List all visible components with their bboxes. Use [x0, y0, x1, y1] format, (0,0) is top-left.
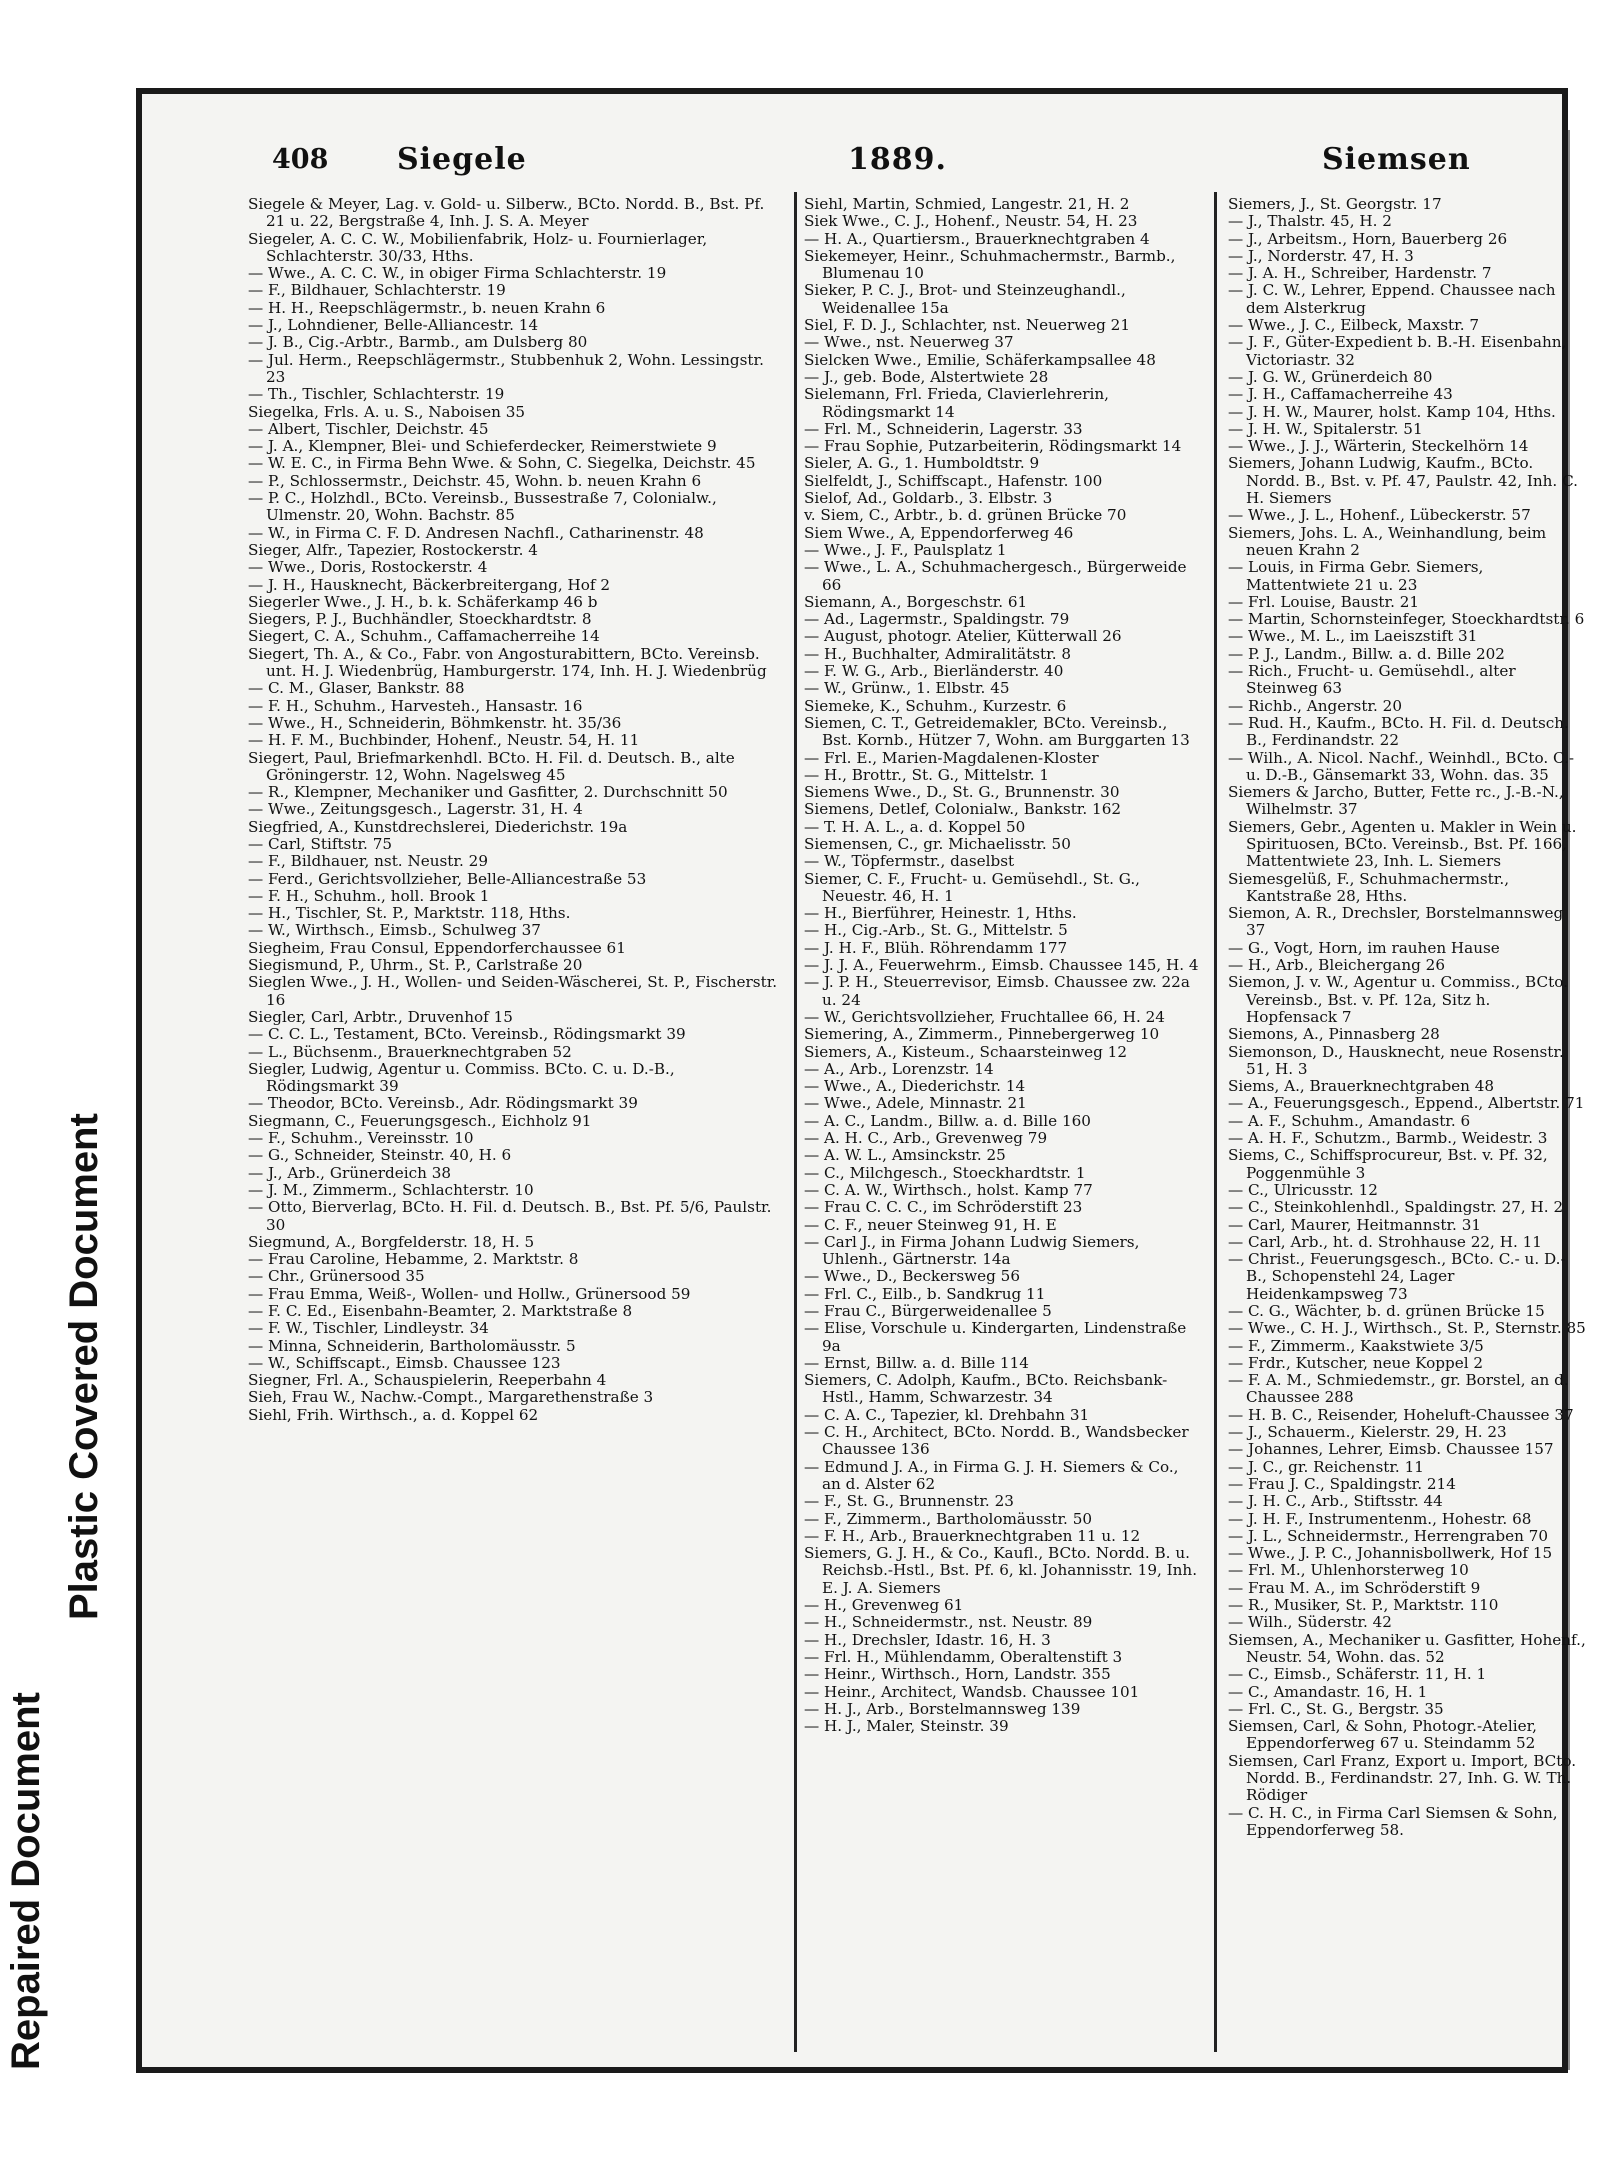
directory-entry: — H., Schneidermstr., nst. Neustr. 89 — [804, 1613, 1093, 1632]
directory-entry: — C. H. C., in Firma Carl Siemsen & Sohn, Eppendorferweg 58. — [1228, 1803, 1558, 1839]
directory-entry: — W. E. C., in Firma Behn Wwe. & Sohn, C. Siegelka, Deichstr. 45 — [248, 454, 756, 473]
directory-entry: — P. C., Holzhdl., BCto. Vereinsb., Bussestraße 7, Colonialw., Ulmenstr. 20, Wohn. Bachstr. 85 — [248, 489, 717, 525]
directory-entry: — W., Gerichtsvollzieher, Fruchtallee 66, H. 24 — [804, 1007, 1165, 1026]
directory-entry: — J. B., Cig.-Arbtr., Barmb., am Dulsberg 80 — [248, 333, 588, 352]
directory-entry: — L., Büchsenm., Brauerknechtgraben 52 — [248, 1042, 572, 1061]
directory-entry: — H., Cig.-Arb., St. G., Mittelstr. 5 — [804, 921, 1068, 940]
directory-entry: — Wwe., J. J., Wärterin, Steckelhörn 14 — [1228, 437, 1529, 456]
directory-entry: — Wwe., Doris, Rostockerstr. 4 — [248, 558, 488, 577]
directory-entry: — Frl. C., Eilb., b. Sandkrug 11 — [804, 1284, 1046, 1303]
directory-entry: Siemers, G. J. H., & Co., Kaufl., BCto. Nordd. B. u. Reichsb.-Hstl., Bst. Pf. 6, kl. Johannisstr. 19, Inh. E. J. A. Siemers — [804, 1544, 1198, 1597]
stamp-repaired-document: Repaired Document — [4, 1692, 48, 2070]
directory-entry: — H., Brottr., St. G., Mittelstr. 1 — [804, 765, 1050, 784]
directory-entry: — Wwe., J. F., Paulsplatz 1 — [804, 540, 1007, 559]
column-rule-1 — [794, 192, 797, 2052]
directory-entry: Siel, F. D. J., Schlachter, nst. Neuerweg 21 — [804, 316, 1130, 335]
directory-entry: — J. L., Schneidermstr., Herrengraben 70 — [1228, 1526, 1549, 1545]
directory-entry: Siehl, Martin, Schmied, Langestr. 21, H. 2 — [804, 195, 1130, 213]
directory-entry: — J. C., gr. Reichenstr. 11 — [1228, 1457, 1424, 1476]
directory-entry: — Wilh., Süderstr. 42 — [1228, 1613, 1392, 1632]
directory-entry: — J. F., Güter-Expedient b. B.-H. Eisenbahn, Victoriastr. 32 — [1228, 333, 1567, 369]
running-head-right: Siemsen — [1322, 142, 1471, 177]
directory-entry: Siemesgelüß, F., Schuhmachermstr., Kantstraße 28, Hths. — [1228, 869, 1510, 905]
directory-entry: — F., Bildhauer, nst. Neustr. 29 — [248, 852, 488, 871]
directory-entry: — F., Bildhauer, Schlachterstr. 19 — [248, 281, 506, 300]
directory-entry: — A. H. C., Arb., Grevenweg 79 — [804, 1129, 1048, 1148]
directory-entry: — F. H., Schuhm., Harvesteh., Hansastr. 16 — [248, 696, 583, 715]
directory-entry: — J., geb. Bode, Alstertwiete 28 — [804, 367, 1049, 386]
directory-entry: — C. M., Glaser, Bankstr. 88 — [248, 679, 465, 698]
directory-entry: Siemon, J. v. W., Agentur u. Commiss., BCto. Vereinsb., Bst. v. Pf. 12a, Sitz h. Hopfensack 7 — [1228, 973, 1568, 1026]
directory-entry: Sieglen Wwe., J. H., Wollen- und Seiden-Wäscherei, St. P., Fischerstr. 16 — [248, 973, 778, 1009]
directory-entry: — W., Töpfermstr., daselbst — [804, 852, 1015, 871]
directory-entry: — J. H. W., Spitalerstr. 51 — [1228, 419, 1423, 438]
directory-entry: — H. F. M., Buchbinder, Hohenf., Neustr. 54, H. 11 — [248, 731, 640, 750]
directory-entry: Siemers, C. Adolph, Kaufm., BCto. Reichsbank-Hstl., Hamm, Schwarzestr. 34 — [804, 1371, 1168, 1407]
directory-entry: — Wwe., H., Schneiderin, Böhmkenstr. ht. 35/36 — [248, 713, 622, 732]
directory-entry: — J. A. H., Schreiber, Hardenstr. 7 — [1228, 264, 1492, 283]
directory-entry: — F. H., Arb., Brauerknechtgraben 11 u. 12 — [804, 1526, 1141, 1545]
directory-entry: — J. M., Zimmerm., Schlachterstr. 10 — [248, 1180, 534, 1199]
directory-entry: Siegismund, P., Uhrm., St. P., Carlstraße 20 — [248, 956, 583, 975]
directory-entry: — J. H. C., Arb., Stiftsstr. 44 — [1228, 1492, 1443, 1511]
directory-entry: — Wwe., C. H. J., Wirthsch., St. P., Sternstr. 85 — [1228, 1319, 1586, 1338]
directory-entry: — J. C. W., Lehrer, Eppend. Chaussee nach dem Alsterkrug — [1228, 281, 1556, 317]
directory-entry: — H., Tischler, St. P., Marktstr. 118, Hths. — [248, 904, 571, 923]
directory-entry: — F. C. Ed., Eisenbahn-Beamter, 2. Marktstraße 8 — [248, 1302, 633, 1320]
directory-entry: Siehl, Frih. Wirthsch., a. d. Koppel 62 — [248, 1405, 539, 1424]
directory-entry: Sieh, Frau W., Nachw.-Compt., Margarethenstraße 3 — [248, 1388, 654, 1407]
directory-entry: — P., Schlossermstr., Deichstr. 45, Wohn. b. neuen Krahn 6 — [248, 471, 702, 490]
directory-entry: Siemsen, A., Mechaniker u. Gasfitter, Hohenf., Neustr. 54, Wohn. das. 52 — [1228, 1630, 1586, 1666]
directory-entry: — J. A., Klempner, Blei- und Schieferdecker, Reimerstwiete 9 — [248, 437, 717, 456]
directory-entry: — J. J. A., Feuerwehrm., Eimsb. Chaussee 145, H. 4 — [804, 956, 1199, 975]
directory-entry: — F. A. M., Schmiedemstr., gr. Borstel, an d. Chaussee 288 — [1228, 1371, 1569, 1407]
running-head-year: 1889. — [848, 142, 947, 177]
directory-entry: — Wilh., A. Nicol. Nachf., Weinhdl., BCto. C.- u. D.-B., Gänsemarkt 33, Wohn. das. 35 — [1228, 748, 1575, 784]
directory-entry: Siegler, Carl, Arbtr., Druvenhof 15 — [248, 1007, 513, 1026]
directory-entry: — Frl. M., Schneiderin, Lagerstr. 33 — [804, 419, 1083, 438]
directory-entry: — Frau Sophie, Putzarbeiterin, Rödingsmarkt 14 — [804, 437, 1182, 456]
directory-entry: — H., Bierführer, Heinestr. 1, Hths. — [804, 904, 1077, 923]
directory-entry: — C. F., neuer Steinweg 91, H. E — [804, 1215, 1057, 1234]
directory-entry: — Frau Emma, Weiß-, Wollen- und Hollw., Grünersood 59 — [248, 1284, 691, 1303]
directory-entry: — Wwe., A. C. C. W., in obiger Firma Schlachterstr. 19 — [248, 264, 667, 283]
directory-entry: — Heinr., Wirthsch., Horn, Landstr. 355 — [804, 1665, 1111, 1684]
column-left — [248, 196, 786, 1424]
directory-entry: Sieger, Alfr., Tapezier, Rostockerstr. 4 — [248, 540, 538, 559]
directory-entry: — F., St. G., Brunnenstr. 23 — [804, 1492, 1014, 1511]
directory-entry: — C., Amandastr. 16, H. 1 — [1228, 1682, 1428, 1701]
directory-entry: — W., Grünw., 1. Elbstr. 45 — [804, 679, 1010, 698]
directory-entry: — Wwe., J. C., Eilbeck, Maxstr. 7 — [1228, 316, 1480, 335]
directory-entry: — Th., Tischler, Schlachterstr. 19 — [248, 385, 505, 404]
directory-entry: — F. H., Schuhm., holl. Brook 1 — [248, 886, 490, 905]
directory-entry: — J., Thalstr. 45, H. 2 — [1228, 212, 1392, 231]
directory-entry: — Martin, Schornsteinfeger, Stoeckhardtstr. 6 — [1228, 610, 1585, 629]
directory-entry: Siemers, J., St. Georgstr. 17 — [1228, 195, 1442, 213]
directory-entry: — Frau C. C. C., im Schröderstift 23 — [804, 1198, 1083, 1217]
directory-entry: — W., Schiffscapt., Eimsb. Chaussee 123 — [248, 1353, 561, 1372]
directory-entry: — Rud. H., Kaufm., BCto. H. Fil. d. Deutsch. B., Ferdinandstr. 22 — [1228, 713, 1569, 750]
directory-entry: — Carl, Stiftstr. 75 — [248, 834, 393, 853]
directory-entry: — R., Musiker, St. P., Marktstr. 110 — [1228, 1596, 1499, 1615]
directory-entry: Siemann, A., Borgeschstr. 61 — [804, 592, 1028, 611]
directory-entry: v. Siem, C., Arbtr., b. d. grünen Brücke 70 — [804, 506, 1127, 525]
directory-entry: Siegmann, C., Feuerungsgesch., Eichholz 91 — [248, 1111, 592, 1130]
directory-entry: — J., Lohndiener, Belle-Alliancestr. 14 — [248, 316, 539, 335]
directory-entry: — H. B. C., Reisender, Hoheluft-Chaussee 37 — [1228, 1405, 1574, 1424]
directory-entry: Siegmund, A., Borgfelderstr. 18, H. 5 — [248, 1232, 535, 1251]
directory-entry: — F., Schuhm., Vereinsstr. 10 — [248, 1129, 474, 1148]
directory-entry: — H. A., Quartiersm., Brauerknechtgraben 4 — [804, 229, 1150, 248]
directory-entry: — Minna, Schneiderin, Bartholomäusstr. 5 — [248, 1336, 576, 1355]
directory-entry: Siemon, A. R., Drechsler, Borstelmannsweg 37 — [1228, 904, 1564, 940]
directory-entry: — J., Schauerm., Kielerstr. 29, H. 23 — [1228, 1423, 1507, 1442]
directory-entry: Siek Wwe., C. J., Hohenf., Neustr. 54, H. 23 — [804, 212, 1138, 231]
directory-entry: — P. J., Landm., Billw. a. d. Bille 202 — [1228, 644, 1505, 663]
directory-entry: — G., Schneider, Steinstr. 40, H. 6 — [248, 1146, 512, 1165]
directory-entry: Siegert, Th. A., & Co., Fabr. von Angosturabittern, BCto. Vereinsb. unt. H. J. Wiedenbrüg, Hamburgerstr. 174, Inh. H. J. Wiedenbrüg — [248, 644, 767, 681]
directory-entry: — Albert, Tischler, Deichstr. 45 — [248, 419, 489, 438]
directory-entry: — Johannes, Lehrer, Eimsb. Chaussee 157 — [1228, 1440, 1554, 1459]
directory-entry: — R., Klempner, Mechaniker und Gasfitter, 2. Durchschnitt 50 — [248, 783, 728, 802]
directory-entry: — Frl. E., Marien-Magdalenen-Kloster — [804, 748, 1099, 767]
directory-entry: Siegerler Wwe., J. H., b. k. Schäferkamp 46 b — [248, 592, 598, 611]
directory-entry: — Wwe., L. A., Schuhmachergesch., Bürgerweide 66 — [804, 558, 1187, 594]
directory-entry: — J. H. F., Blüh. Röhrendamm 177 — [804, 938, 1068, 957]
directory-entry: — Wwe., J. L., Hohenf., Lübeckerstr. 57 — [1228, 506, 1531, 525]
column-right — [1228, 196, 1586, 1839]
column-middle — [804, 196, 1200, 1735]
directory-entry: — Frau Caroline, Hebamme, 2. Marktstr. 8 — [248, 1250, 579, 1269]
directory-entry: Siemers, Johs. L. A., Weinhandlung, beim neuen Krahn 2 — [1228, 523, 1547, 559]
directory-entry: — Ferd., Gerichtsvollzieher, Belle-Alliancestraße 53 — [248, 869, 647, 888]
directory-entry: — Richb., Angerstr. 20 — [1228, 696, 1402, 715]
directory-entry: Siemens Wwe., D., St. G., Brunnenstr. 30 — [804, 783, 1120, 802]
directory-entry: Siegler, Ludwig, Agentur u. Commiss. BCto. C. u. D.-B., Rödingsmarkt 39 — [248, 1059, 675, 1096]
directory-entry: — Elise, Vorschule u. Kindergarten, Lindenstraße 9a — [804, 1319, 1187, 1355]
directory-entry: — Louis, in Firma Gebr. Siemers, Mattentwiete 21 u. 23 — [1228, 558, 1484, 594]
directory-entry: Siems, C., Schiffsprocureur, Bst. v. Pf. 32, Poggenmühle 3 — [1228, 1146, 1548, 1182]
directory-entry: — Wwe., Zeitungsgesch., Lagerstr. 31, H. 4 — [248, 800, 583, 819]
directory-entry: Siemers, A., Kisteum., Schaarsteinweg 12 — [804, 1042, 1128, 1061]
directory-entry: — J. G. W., Grünerdeich 80 — [1228, 367, 1433, 386]
directory-entry: — A. H. F., Schutzm., Barmb., Weidestr. 3 — [1228, 1129, 1548, 1148]
directory-entry: Siegele & Meyer, Lag. v. Gold- u. Silberw., BCto. Nordd. B., Bst. Pf. 21 u. 22, Bergstraße 4, Inh. J. S. A. Meyer — [248, 195, 765, 231]
directory-entry: — Frl. H., Mühlendamm, Oberaltenstift 3 — [804, 1647, 1123, 1666]
directory-entry: Siegert, C. A., Schuhm., Caffamacherreihe 14 — [248, 627, 600, 646]
directory-entry: Siegeler, A. C. C. W., Mobilienfabrik, Holz- u. Fournierlager, Schlachterstr. 30/33, Hths. — [248, 229, 708, 265]
directory-entry: — J. H., Hausknecht, Bäckerbreitergang, Hof 2 — [248, 575, 610, 594]
directory-entry: Siegers, P. J., Buchhändler, Stoeckhardtstr. 8 — [248, 610, 592, 629]
directory-entry: — F. W. G., Arb., Bierländerstr. 40 — [804, 662, 1064, 681]
directory-entry: Siegheim, Frau Consul, Eppendorferchaussee 61 — [248, 938, 626, 957]
directory-entry: — Frl. Louise, Baustr. 21 — [1228, 592, 1420, 611]
directory-entry: Sielcken Wwe., Emilie, Schäferkampsallee 48 — [804, 350, 1156, 369]
directory-entry: — Frau J. C., Spaldingstr. 214 — [1228, 1474, 1456, 1493]
directory-entry: Siemonson, D., Hausknecht, neue Rosenstr. 51, H. 3 — [1228, 1042, 1564, 1078]
directory-entry: — F., Zimmerm., Kaakstwiete 3/5 — [1228, 1336, 1484, 1355]
directory-entry: — H., Buchhalter, Admiralitätstr. 8 — [804, 644, 1072, 663]
directory-entry: — J. H., Caffamacherreihe 43 — [1228, 385, 1453, 404]
directory-entry: Siems, A., Brauerknechtgraben 48 — [1228, 1077, 1495, 1096]
directory-entry: Sieler, A. G., 1. Humboldtstr. 9 — [804, 454, 1040, 473]
directory-entry: — A. W. L., Amsinckstr. 25 — [804, 1146, 1006, 1165]
directory-entry: — T. H. A. L., a. d. Koppel 50 — [804, 817, 1026, 836]
directory-entry: Sielfeldt, J., Schiffscapt., Hafenstr. 100 — [804, 471, 1103, 490]
directory-entry: — Edmund J. A., in Firma G. J. H. Siemers & Co., an d. Alster 62 — [804, 1457, 1179, 1493]
directory-entry: — Wwe., A., Diederichstr. 14 — [804, 1077, 1026, 1096]
directory-entry: — C. A. C., Tapezier, kl. Drehbahn 31 — [804, 1405, 1090, 1424]
directory-entry: — H., Arb., Bleichergang 26 — [1228, 956, 1446, 975]
directory-entry: — Frl. C., St. G., Bergstr. 35 — [1228, 1699, 1444, 1718]
directory-entry: Siemers, Johann Ludwig, Kaufm., BCto. Nordd. B., Bst. v. Pf. 47, Paulstr. 42, Inh. C. H. Siemers — [1228, 454, 1578, 508]
directory-entry: — J., Arbeitsm., Horn, Bauerberg 26 — [1228, 229, 1508, 248]
directory-entry: — C., Ulricusstr. 12 — [1228, 1180, 1378, 1199]
directory-entry: — Wwe., nst. Neuerweg 37 — [804, 333, 1014, 352]
directory-entry: Siemering, A., Zimmerm., Pinnebergerweg 10 — [804, 1025, 1160, 1044]
directory-entry: — C., Steinkohlenhdl., Spaldingstr. 27, H. 2 — [1228, 1198, 1564, 1217]
directory-entry: Siemens, Detlef, Colonialw., Bankstr. 162 — [804, 800, 1122, 819]
directory-entry: Siemeke, K., Schuhm., Kurzestr. 6 — [804, 696, 1067, 715]
directory-entry: — J., Arb., Grünerdeich 38 — [248, 1163, 452, 1182]
directory-entry: — C. C. L., Testament, BCto. Vereinsb., Rödingsmarkt 39 — [248, 1025, 686, 1044]
directory-entry: — J., Norderstr. 47, H. 3 — [1228, 246, 1414, 265]
directory-entry: — Frl. M., Uhlenhorsterweg 10 — [1228, 1561, 1469, 1580]
directory-entry: — W., in Firma C. F. D. Andresen Nachfl., Catharinenstr. 48 — [248, 523, 704, 542]
directory-entry: — Frau C., Bürgerweidenallee 5 — [804, 1302, 1052, 1320]
directory-entry: — Wwe., J. P. C., Johannisbollwerk, Hof 15 — [1228, 1544, 1553, 1563]
directory-entry: Sielof, Ad., Goldarb., 3. Elbstr. 3 — [804, 489, 1053, 508]
directory-entry: Siegner, Frl. A., Schauspielerin, Reeperbahn 4 — [248, 1371, 607, 1390]
directory-entry: Siegelka, Frls. A. u. S., Naboisen 35 — [248, 402, 526, 421]
directory-entry: Siegert, Paul, Briefmarkenhdl. BCto. H. Fil. d. Deutsch. B., alte Gröningerstr. 12, Wohn. Nagelsweg 45 — [248, 748, 735, 784]
directory-entry: — A., Arb., Lorenzstr. 14 — [804, 1059, 994, 1078]
directory-entry: — Heinr., Architect, Wandsb. Chaussee 101 — [804, 1682, 1140, 1701]
directory-entry: — Chr., Grünersood 35 — [248, 1267, 425, 1286]
directory-entry: Siemen, C. T., Getreidemakler, BCto. Vereinsb., Bst. Kornb., Hützer 7, Wohn. am Burggarten 13 — [804, 713, 1190, 750]
directory-entry: — Ad., Lagermstr., Spaldingstr. 79 — [804, 610, 1070, 629]
directory-entry: — Jul. Herm., Reepschlägermstr., Stubbenhuk 2, Wohn. Lessingstr. 23 — [248, 350, 764, 386]
directory-entry: — H. J., Maler, Steinstr. 39 — [804, 1717, 1009, 1736]
directory-entry: — F., Zimmerm., Bartholomäusstr. 50 — [804, 1509, 1093, 1528]
directory-entry: — J. H. W., Maurer, holst. Kamp 104, Hths. — [1228, 402, 1556, 421]
directory-entry: — C. G., Wächter, b. d. grünen Brücke 15 — [1228, 1302, 1545, 1320]
directory-entry: — Theodor, BCto. Vereinsb., Adr. Rödingsmarkt 39 — [248, 1094, 638, 1113]
directory-entry: Sielemann, Frl. Frieda, Clavierlehrerin, Rödingsmarkt 14 — [804, 385, 1109, 421]
directory-entry: — C., Milchgesch., Stoeckhardtstr. 1 — [804, 1163, 1086, 1182]
directory-entry: — Frau M. A., im Schröderstift 9 — [1228, 1578, 1481, 1597]
directory-entry: — August, photogr. Atelier, Kütterwall 26 — [804, 627, 1122, 646]
directory-entry: — H., Drechsler, Idastr. 16, H. 3 — [804, 1630, 1051, 1649]
directory-entry: — Wwe., D., Beckersweg 56 — [804, 1267, 1020, 1286]
column-rule-2 — [1214, 192, 1217, 2052]
directory-entry: — Carl J., in Firma Johann Ludwig Siemers, Uhlenh., Gärtnerstr. 14a — [804, 1232, 1140, 1269]
directory-entry: Siemsen, Carl Franz, Export u. Import, BCto. Nordd. B., Ferdinandstr. 27, Inh. G. W. Th. Rödiger — [1228, 1751, 1577, 1805]
directory-entry: — Christ., Feuerungsgesch., BCto. C.- u. D.-B., Schopenstehl 24, Lager Heidenkampsweg 73 — [1228, 1250, 1566, 1303]
running-head-left: Siegele — [397, 142, 527, 177]
directory-entry: — Rich., Frucht- u. Gemüsehdl., alter Steinweg 63 — [1228, 662, 1516, 698]
directory-entry: — Carl, Arb., ht. d. Strohhause 22, H. 11 — [1228, 1232, 1542, 1251]
directory-entry: Siemer, C. F., Frucht- u. Gemüsehdl., St. G., Neuestr. 46, H. 1 — [804, 869, 1140, 905]
directory-entry: Siemons, A., Pinnasberg 28 — [1228, 1025, 1440, 1044]
directory-entry: Siemsen, Carl, & Sohn, Photogr.-Atelier, Eppendorferweg 67 u. Steindamm 52 — [1228, 1717, 1538, 1753]
directory-entry: Siekemeyer, Heinr., Schuhmachermstr., Barmb., Blumenau 10 — [804, 246, 1176, 283]
directory-entry: Siegfried, A., Kunstdrechslerei, Diederichstr. 19a — [248, 817, 628, 836]
directory-entry: — Otto, Bierverlag, BCto. H. Fil. d. Deutsch. B., Bst. Pf. 5/6, Paulstr. 30 — [248, 1198, 772, 1234]
directory-entry: — C., Eimsb., Schäferstr. 11, H. 1 — [1228, 1665, 1487, 1684]
directory-entry: — Carl, Maurer, Heitmannstr. 31 — [1228, 1215, 1482, 1234]
directory-entry: — C. H., Architect, BCto. Nordd. B., Wandsbecker Chaussee 136 — [804, 1423, 1189, 1459]
directory-entry: — A. C., Landm., Billw. a. d. Bille 160 — [804, 1111, 1091, 1130]
directory-entry: — J. P. H., Steuerrevisor, Eimsb. Chaussee zw. 22a u. 24 — [804, 973, 1190, 1009]
directory-entry: — Wwe., M. L., im Laeiszstift 31 — [1228, 627, 1478, 646]
directory-entry: — H. H., Reepschlägermstr., b. neuen Krahn 6 — [248, 298, 606, 317]
directory-entry: — Wwe., Adele, Minnastr. 21 — [804, 1094, 1027, 1113]
directory-entry: Siem Wwe., A, Eppendorferweg 46 — [804, 523, 1074, 542]
directory-entry: — H. J., Arb., Borstelmannsweg 139 — [804, 1699, 1081, 1718]
directory-entry: — H., Grevenweg 61 — [804, 1596, 964, 1615]
directory-entry: — F. W., Tischler, Lindleystr. 34 — [248, 1319, 489, 1338]
directory-entry: — A. F., Schuhm., Amandastr. 6 — [1228, 1111, 1471, 1130]
stamp-plastic-covered-document: Plastic Covered Document — [62, 1113, 106, 1620]
directory-entry: — Ernst, Billw. a. d. Bille 114 — [804, 1353, 1029, 1372]
directory-entry: — J. H. F., Instrumentenm., Hohestr. 68 — [1228, 1509, 1532, 1528]
directory-entry: — G., Vogt, Horn, im rauhen Hause — [1228, 938, 1500, 957]
directory-entry: — Frdr., Kutscher, neue Koppel 2 — [1228, 1353, 1484, 1372]
directory-entry: — C. A. W., Wirthsch., holst. Kamp 77 — [804, 1180, 1093, 1199]
directory-entry: — W., Wirthsch., Eimsb., Schulweg 37 — [248, 921, 541, 940]
directory-page — [136, 88, 1586, 2073]
directory-entry: — A., Feuerungsgesch., Eppend., Albertstr. 71 — [1228, 1094, 1585, 1113]
directory-entry: Siemers, Gebr., Agenten u. Makler in Wein u. Spirituosen, BCto. Vereinsb., Bst. Pf. 166, Mattentwiete 23, Inh. L. Siemers — [1228, 817, 1577, 871]
directory-entry: Siemers & Jarcho, Butter, Fette rc., J.-B.-N., Wilhelmstr. 37 — [1228, 783, 1564, 819]
page-number: 408 — [272, 144, 329, 175]
directory-entry: Sieker, P. C. J., Brot- und Steinzeughandl., Weidenallee 15a — [804, 281, 1126, 317]
directory-entry: Siemensen, C., gr. Michaelisstr. 50 — [804, 834, 1071, 853]
